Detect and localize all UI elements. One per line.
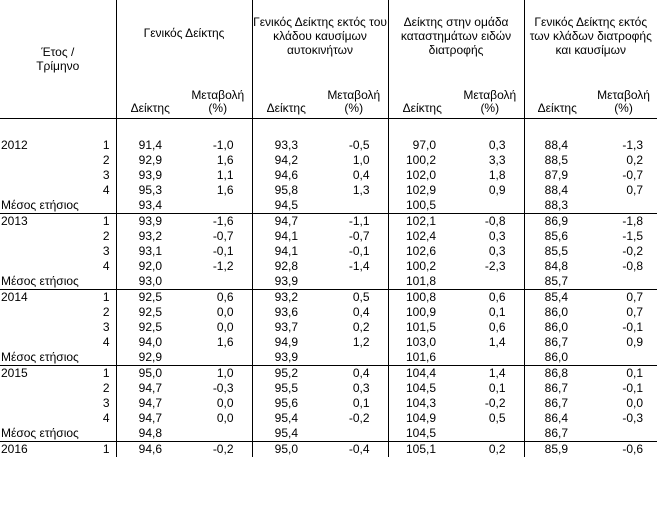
table-row bbox=[0, 320, 657, 335]
table-row bbox=[0, 138, 657, 153]
change-value: 1,6 bbox=[216, 153, 234, 167]
change-value: 0,9 bbox=[626, 335, 644, 349]
sub-header-index: Δείκτης bbox=[252, 72, 320, 118]
index-value: 103,0 bbox=[388, 335, 456, 350]
year-cell: 2014 bbox=[0, 290, 70, 306]
annual-average-value: 86,7 bbox=[524, 426, 590, 442]
quarter-cell: 4 bbox=[102, 335, 110, 349]
change-value: 0,0 bbox=[216, 411, 234, 425]
year-cell: 2016 bbox=[0, 442, 70, 458]
annual-average-label: Μέσος ετήσιος bbox=[1, 274, 79, 288]
change-value: -0,6 bbox=[590, 442, 657, 458]
index-value: 93,9 bbox=[116, 214, 184, 230]
index-value: 93,9 bbox=[116, 168, 184, 183]
change-value: 1,1 bbox=[216, 168, 234, 182]
annual-average-value: 88,3 bbox=[524, 198, 590, 214]
change-value: 1,4 bbox=[456, 366, 524, 382]
year-cell bbox=[0, 411, 70, 426]
change-value: 0,3 bbox=[352, 381, 370, 395]
quarter-cell: 4 bbox=[102, 259, 110, 273]
index-value: 95,3 bbox=[116, 183, 184, 198]
year-cell bbox=[0, 259, 70, 274]
index-value: 102,9 bbox=[388, 183, 456, 198]
index-value: 86,0 bbox=[524, 320, 590, 335]
index-value: 86,9 bbox=[524, 214, 590, 230]
change-value: 0,6 bbox=[184, 290, 252, 306]
index-value: 84,8 bbox=[524, 259, 590, 274]
index-value: 86,7 bbox=[524, 396, 590, 411]
index-value: 105,1 bbox=[388, 442, 456, 458]
change-value: 0,0 bbox=[216, 396, 234, 410]
change-value: 0,6 bbox=[488, 320, 506, 334]
annual-average-value: 92,9 bbox=[116, 350, 184, 366]
table-row bbox=[0, 442, 657, 458]
year-cell bbox=[0, 229, 70, 244]
quarter-cell: 2 bbox=[102, 229, 110, 243]
header-group-row bbox=[0, 0, 657, 72]
change-value: 0,3 bbox=[488, 244, 506, 258]
change-value: 0,5 bbox=[488, 411, 506, 425]
annual-empty bbox=[456, 198, 524, 214]
table-row bbox=[0, 259, 657, 274]
change-value: -0,3 bbox=[212, 381, 234, 395]
change-value: -1,8 bbox=[590, 214, 657, 230]
annual-average-value: 104,5 bbox=[388, 426, 456, 442]
annual-empty bbox=[456, 426, 524, 442]
annual-average-label: Μέσος ετήσιος bbox=[1, 198, 79, 212]
index-value: 95,2 bbox=[252, 366, 320, 382]
table-row bbox=[0, 290, 657, 306]
annual-average-value: 85,7 bbox=[524, 274, 590, 290]
table-row bbox=[0, 168, 657, 183]
annual-average-row bbox=[0, 426, 657, 442]
index-value: 85,4 bbox=[524, 290, 590, 306]
index-value: 102,4 bbox=[388, 229, 456, 244]
annual-average-value: 93,4 bbox=[116, 198, 184, 214]
annual-average-row bbox=[0, 274, 657, 290]
index-value: 85,5 bbox=[524, 244, 590, 259]
index-value: 94,9 bbox=[252, 335, 320, 350]
index-value: 95,6 bbox=[252, 396, 320, 411]
index-value: 93,3 bbox=[252, 138, 320, 153]
index-value: 94,6 bbox=[252, 168, 320, 183]
year-cell bbox=[0, 381, 70, 396]
table-row bbox=[0, 335, 657, 350]
index-value: 86,0 bbox=[524, 305, 590, 320]
change-value: 0,4 bbox=[352, 305, 370, 319]
change-value: 0,0 bbox=[216, 305, 234, 319]
year-cell: 2015 bbox=[0, 366, 70, 382]
change-value: 0,1 bbox=[352, 396, 370, 410]
change-value: -1,3 bbox=[622, 138, 644, 152]
index-value: 86,4 bbox=[524, 411, 590, 426]
year-cell bbox=[0, 183, 70, 198]
index-value: 92,5 bbox=[116, 320, 184, 335]
index-value: 104,5 bbox=[388, 381, 456, 396]
quarter-cell: 4 bbox=[102, 411, 110, 425]
change-value: 0,3 bbox=[488, 138, 506, 152]
change-value: -0,1 bbox=[212, 244, 234, 258]
sub-header-index: Δείκτης bbox=[524, 72, 590, 118]
change-value: 1,0 bbox=[184, 366, 252, 382]
year-quarter-header: Έτος / Τρίμηνο bbox=[0, 0, 116, 118]
change-value: -0,1 bbox=[622, 320, 644, 334]
table-row bbox=[0, 366, 657, 382]
change-value: 0,6 bbox=[456, 290, 524, 306]
quarter-cell: 4 bbox=[102, 183, 110, 197]
index-value: 92,5 bbox=[116, 290, 184, 306]
index-value: 102,1 bbox=[388, 214, 456, 230]
change-value: -1,0 bbox=[212, 138, 234, 152]
quarter-cell: 3 bbox=[102, 168, 110, 182]
year-cell bbox=[0, 320, 70, 335]
annual-average-value: 93,0 bbox=[116, 274, 184, 290]
change-value: 1,4 bbox=[488, 335, 506, 349]
change-value: -0,1 bbox=[622, 381, 644, 395]
group-header-excl-food-fuel: Γενικός Δείκτης εκτός των κλάδων διατροφής και καυσίμων bbox=[524, 0, 657, 72]
change-value: 0,0 bbox=[216, 320, 234, 334]
annual-empty bbox=[590, 426, 657, 442]
annual-empty bbox=[320, 426, 388, 442]
index-value: 93,1 bbox=[116, 244, 184, 259]
change-value: 0,9 bbox=[488, 183, 506, 197]
index-value: 94,7 bbox=[116, 396, 184, 411]
annual-average-value: 100,5 bbox=[388, 198, 456, 214]
annual-average-label: Μέσος ετήσιος bbox=[1, 426, 79, 440]
index-value: 95,8 bbox=[252, 183, 320, 198]
index-value: 91,4 bbox=[116, 138, 184, 153]
index-value: 94,7 bbox=[116, 411, 184, 426]
index-value: 102,0 bbox=[388, 168, 456, 183]
annual-average-value: 86,0 bbox=[524, 350, 590, 366]
annual-average-label: Μέσος ετήσιος bbox=[1, 350, 79, 364]
index-value: 94,0 bbox=[116, 335, 184, 350]
index-value: 94,6 bbox=[116, 442, 184, 458]
change-value: 0,0 bbox=[626, 396, 644, 410]
table-row bbox=[0, 153, 657, 168]
year-cell bbox=[0, 396, 70, 411]
change-value: -1,6 bbox=[184, 214, 252, 230]
index-value: 94,2 bbox=[252, 153, 320, 168]
annual-empty bbox=[320, 198, 388, 214]
annual-average-value: 101,8 bbox=[388, 274, 456, 290]
change-value: 0,5 bbox=[320, 290, 388, 306]
table-row bbox=[0, 214, 657, 230]
quarter-cell: 1 bbox=[70, 442, 116, 458]
change-value: -0,7 bbox=[622, 168, 644, 182]
index-value: 94,7 bbox=[252, 214, 320, 230]
change-value: 1,8 bbox=[488, 168, 506, 182]
quarter-cell: 2 bbox=[102, 153, 110, 167]
quarter-cell: 2 bbox=[102, 381, 110, 395]
annual-average-value: 93,9 bbox=[252, 274, 320, 290]
annual-empty bbox=[184, 198, 252, 214]
change-value: 0,4 bbox=[352, 168, 370, 182]
annual-empty bbox=[456, 274, 524, 290]
change-value: -0,7 bbox=[212, 229, 234, 243]
sub-header-index: Δείκτης bbox=[116, 72, 184, 118]
change-value: 0,2 bbox=[456, 442, 524, 458]
change-value: -0,2 bbox=[348, 411, 370, 425]
index-value: 102,6 bbox=[388, 244, 456, 259]
change-value: -0,8 bbox=[456, 214, 524, 230]
sub-header-change: Μεταβολή (%) bbox=[590, 72, 657, 118]
change-value: 0,7 bbox=[626, 183, 644, 197]
annual-average-value: 94,8 bbox=[116, 426, 184, 442]
index-value: 94,7 bbox=[116, 381, 184, 396]
change-value: 0,2 bbox=[626, 153, 644, 167]
change-value: 1,6 bbox=[216, 335, 234, 349]
change-value: -1,5 bbox=[622, 229, 644, 243]
index-value: 95,0 bbox=[116, 366, 184, 382]
index-value: 100,2 bbox=[388, 259, 456, 274]
year-cell bbox=[0, 168, 70, 183]
index-value: 100,8 bbox=[388, 290, 456, 306]
table-body bbox=[0, 138, 657, 457]
change-value: 0,7 bbox=[590, 290, 657, 306]
year-cell bbox=[0, 305, 70, 320]
index-value: 86,7 bbox=[524, 335, 590, 350]
index-value: 101,5 bbox=[388, 320, 456, 335]
change-value: 0,1 bbox=[590, 366, 657, 382]
change-value: -0,5 bbox=[348, 138, 370, 152]
sub-header-change: Μεταβολή (%) bbox=[184, 72, 252, 118]
index-value: 88,4 bbox=[524, 138, 590, 153]
annual-average-value: 93,9 bbox=[252, 350, 320, 366]
change-value: -0,4 bbox=[320, 442, 388, 458]
table-row bbox=[0, 305, 657, 320]
index-value: 104,4 bbox=[388, 366, 456, 382]
index-value: 92,5 bbox=[116, 305, 184, 320]
change-value: -0,2 bbox=[184, 442, 252, 458]
table-row bbox=[0, 183, 657, 198]
change-value: -2,3 bbox=[484, 259, 506, 273]
index-value: 95,0 bbox=[252, 442, 320, 458]
change-value: -1,1 bbox=[320, 214, 388, 230]
sub-header-index: Δείκτης bbox=[388, 72, 456, 118]
annual-average-row bbox=[0, 198, 657, 214]
year-cell: 2013 bbox=[0, 214, 70, 230]
index-value: 93,6 bbox=[252, 305, 320, 320]
index-value: 94,1 bbox=[252, 244, 320, 259]
year-cell: 2012 bbox=[1, 138, 28, 152]
change-value: -0,8 bbox=[622, 259, 644, 273]
index-value: 85,6 bbox=[524, 229, 590, 244]
year-cell bbox=[0, 244, 70, 259]
change-value: -0,3 bbox=[622, 411, 644, 425]
group-header-excl-fuel: Γενικός Δείκτης εκτός του κλάδου καυσίμων αυτοκινήτων bbox=[252, 0, 388, 72]
index-value: 86,7 bbox=[524, 381, 590, 396]
sub-header-change: Μεταβολή (%) bbox=[320, 72, 388, 118]
change-value: 0,1 bbox=[488, 305, 506, 319]
change-value: -1,4 bbox=[348, 259, 370, 273]
index-value: 92,8 bbox=[252, 259, 320, 274]
change-value: -0,1 bbox=[348, 244, 370, 258]
index-value: 87,9 bbox=[524, 168, 590, 183]
annual-empty bbox=[590, 274, 657, 290]
index-value: 86,8 bbox=[524, 366, 590, 382]
change-value: 0,7 bbox=[626, 305, 644, 319]
annual-average-row bbox=[0, 350, 657, 366]
index-value: 100,9 bbox=[388, 305, 456, 320]
quarter-cell: 3 bbox=[102, 320, 110, 334]
change-value: 0,3 bbox=[488, 229, 506, 243]
annual-empty bbox=[184, 274, 252, 290]
spacer-row bbox=[0, 118, 657, 138]
annual-average-value: 101,6 bbox=[388, 350, 456, 366]
quarter-cell: 3 bbox=[102, 396, 110, 410]
index-value: 88,5 bbox=[524, 153, 590, 168]
index-value: 85,9 bbox=[524, 442, 590, 458]
index-value: 97,0 bbox=[388, 138, 456, 153]
annual-empty bbox=[456, 350, 524, 366]
index-value: 95,5 bbox=[252, 381, 320, 396]
group-header-general: Γενικός Δείκτης bbox=[116, 0, 252, 72]
annual-empty bbox=[320, 350, 388, 366]
index-value: 92,0 bbox=[116, 259, 184, 274]
table-row bbox=[0, 396, 657, 411]
annual-average-value: 94,5 bbox=[252, 198, 320, 214]
change-value: 3,3 bbox=[488, 153, 506, 167]
index-value: 104,9 bbox=[388, 411, 456, 426]
quarter-cell: 3 bbox=[102, 244, 110, 258]
index-value: 88,4 bbox=[524, 183, 590, 198]
index-value: 100,2 bbox=[388, 153, 456, 168]
index-value: 94,1 bbox=[252, 229, 320, 244]
change-value: -0,2 bbox=[622, 244, 644, 258]
quarter-cell: 2 bbox=[102, 305, 110, 319]
change-value: -0,2 bbox=[484, 396, 506, 410]
sub-header-change: Μεταβολή (%) bbox=[456, 72, 524, 118]
change-value: 0,4 bbox=[320, 366, 388, 382]
index-value: 93,7 bbox=[252, 320, 320, 335]
change-value: -1,2 bbox=[212, 259, 234, 273]
quarter-cell: 1 bbox=[102, 138, 110, 152]
change-value: 1,6 bbox=[216, 183, 234, 197]
quarter-cell: 1 bbox=[70, 290, 116, 306]
group-header-food: Δείκτης στην ομάδα καταστημάτων ειδών διατροφής bbox=[388, 0, 524, 72]
year-cell bbox=[0, 153, 70, 168]
annual-empty bbox=[184, 350, 252, 366]
annual-average-value: 95,4 bbox=[252, 426, 320, 442]
change-value: 0,1 bbox=[488, 381, 506, 395]
table-row bbox=[0, 244, 657, 259]
year-cell bbox=[0, 335, 70, 350]
table-row bbox=[0, 381, 657, 396]
index-value: 93,2 bbox=[116, 229, 184, 244]
table-row bbox=[0, 229, 657, 244]
table-row bbox=[0, 411, 657, 426]
index-value: 93,2 bbox=[252, 290, 320, 306]
annual-empty bbox=[320, 274, 388, 290]
annual-empty bbox=[184, 426, 252, 442]
index-value: 95,4 bbox=[252, 411, 320, 426]
quarter-cell: 1 bbox=[70, 366, 116, 382]
annual-empty bbox=[590, 350, 657, 366]
change-value: 0,2 bbox=[352, 320, 370, 334]
annual-empty bbox=[590, 198, 657, 214]
change-value: -0,7 bbox=[348, 229, 370, 243]
quarter-cell: 1 bbox=[70, 214, 116, 230]
change-value: 1,0 bbox=[352, 153, 370, 167]
index-value: 104,3 bbox=[388, 396, 456, 411]
index-value: 92,9 bbox=[116, 153, 184, 168]
change-value: 1,3 bbox=[352, 183, 370, 197]
change-value: 1,2 bbox=[352, 335, 370, 349]
